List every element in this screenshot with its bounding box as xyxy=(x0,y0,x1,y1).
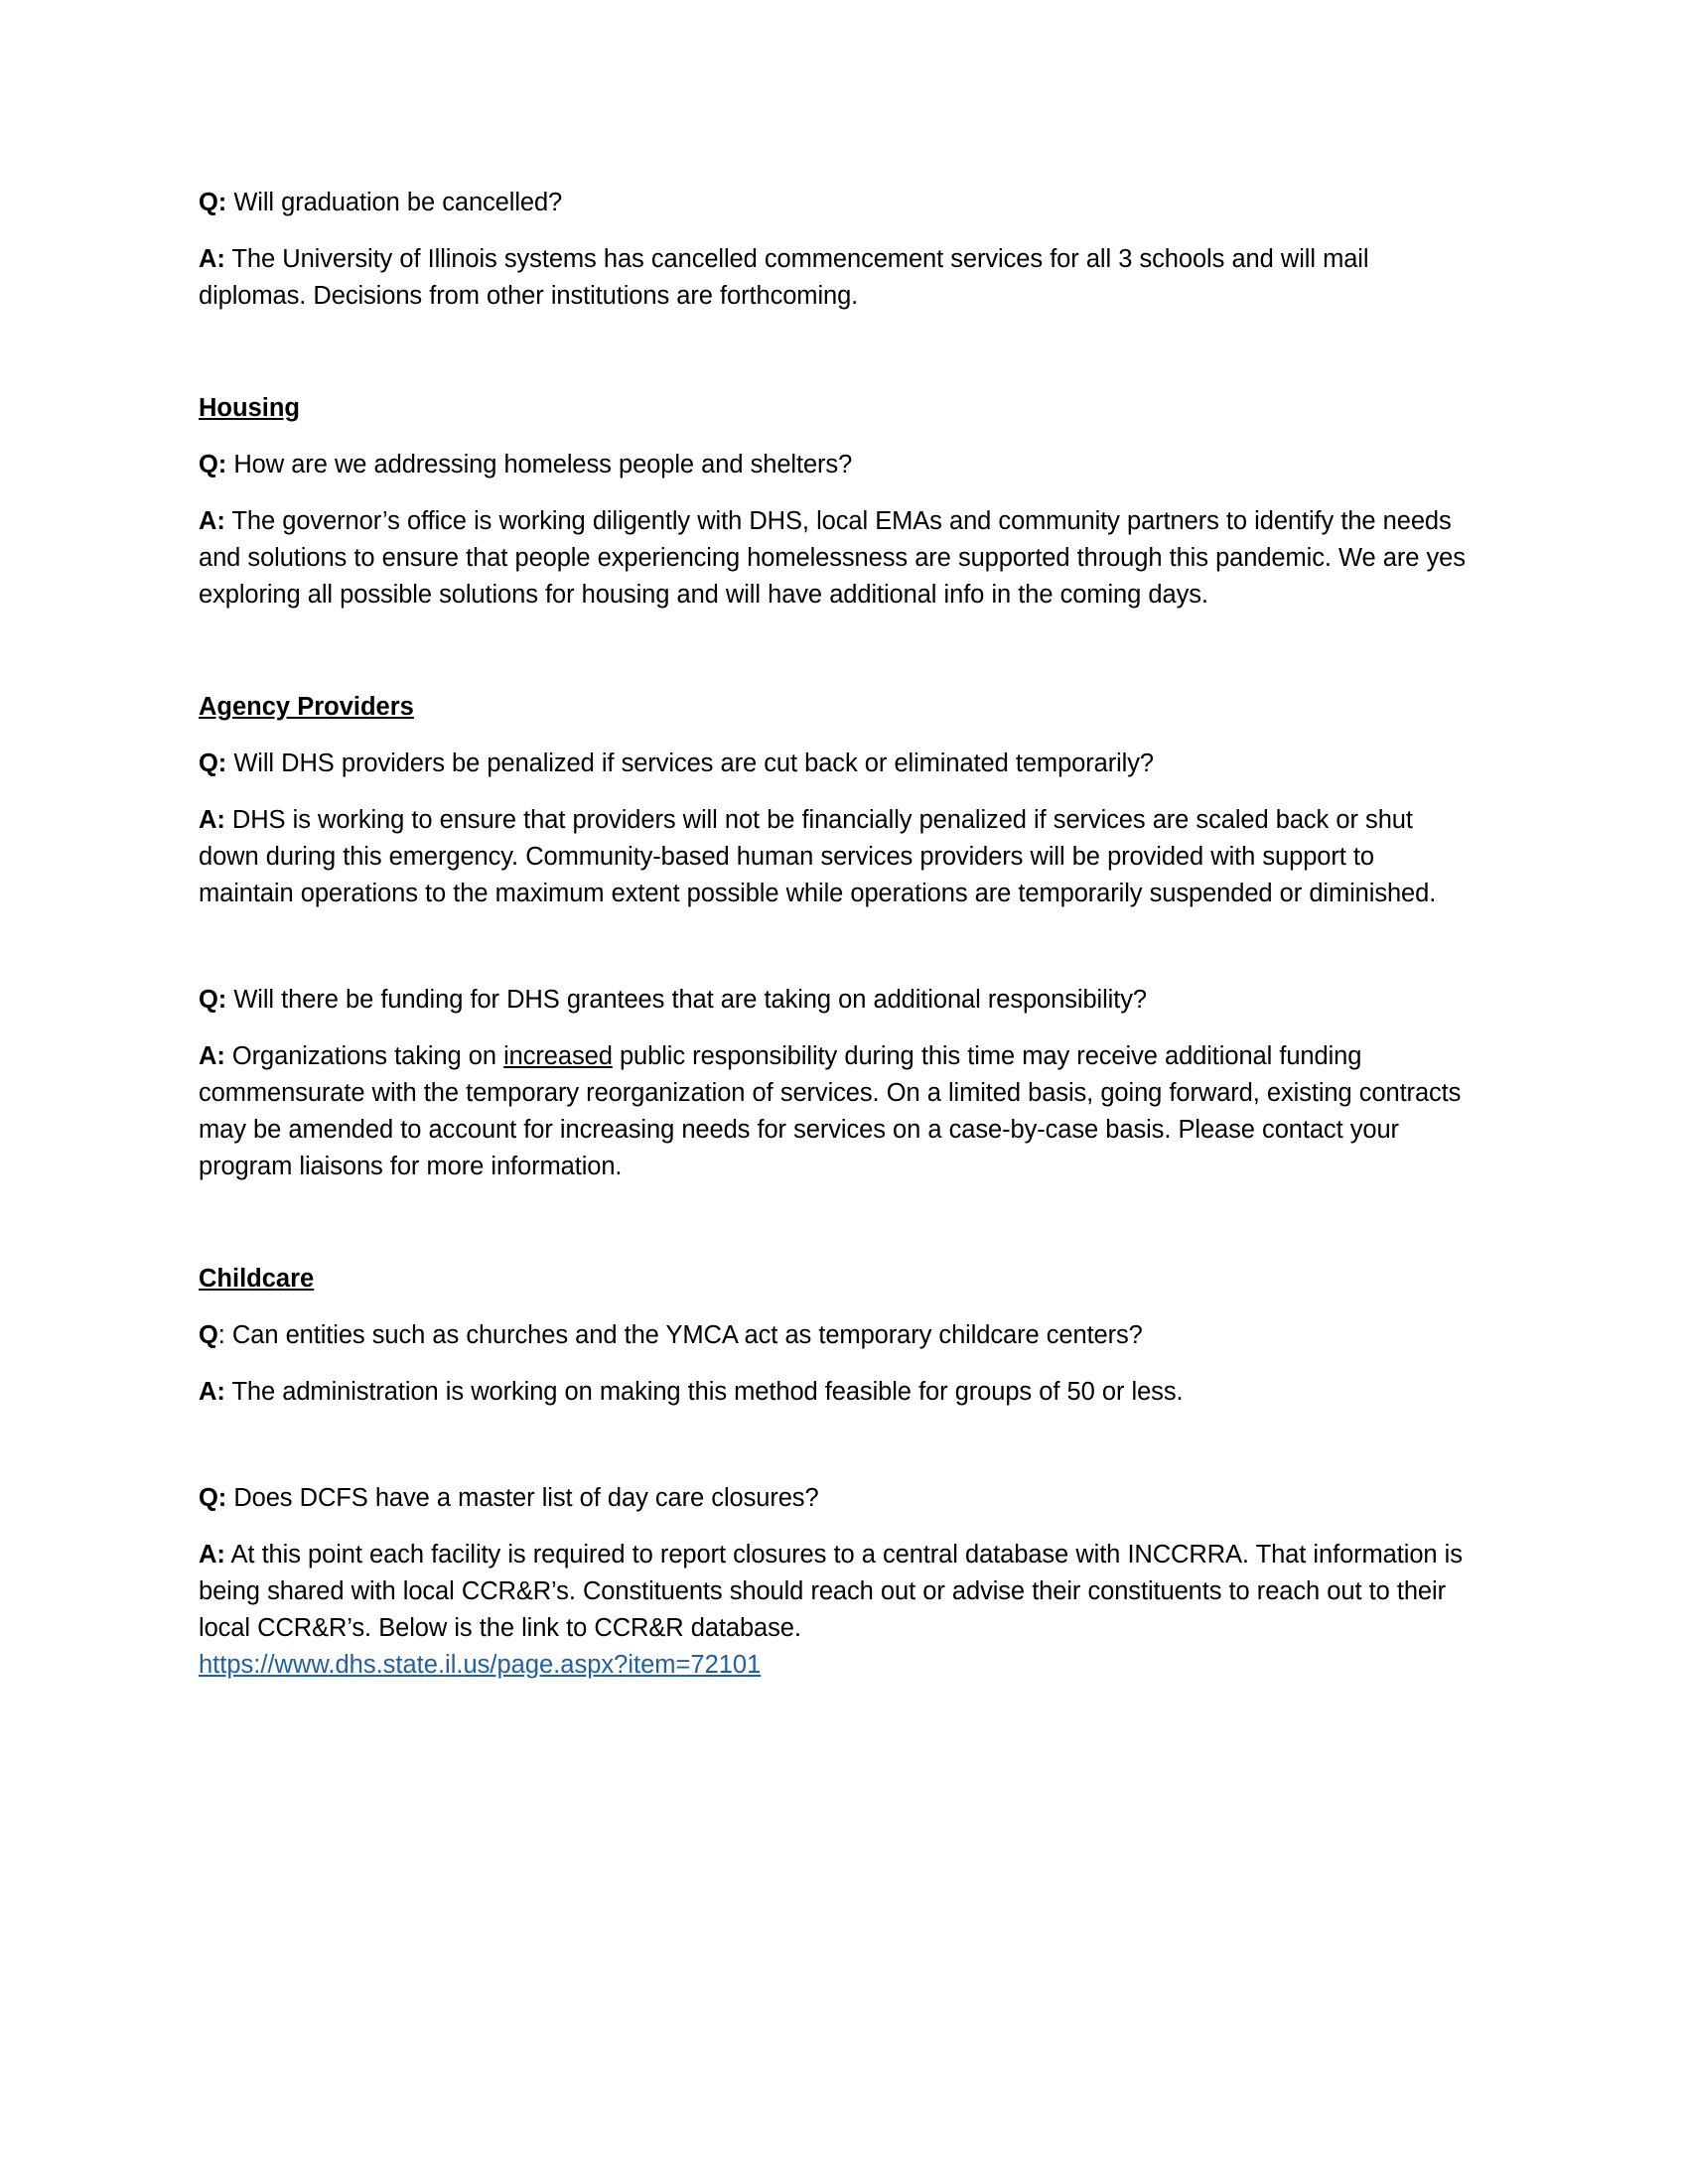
graduation-answer xyxy=(199,241,1475,315)
housing-answer xyxy=(199,503,1475,614)
answer-prefix: A: xyxy=(199,1042,225,1070)
agency-question-1 xyxy=(199,746,1475,782)
section-spacer xyxy=(199,335,1475,390)
emphasis-increased: increased xyxy=(503,1042,613,1070)
answer-text: At this point each facility is required to report closures to a central database with INCCRRA. That information is being shared with local CCR&R’s. Constituents should reach out or advise their constituents to reach out to their local CCR&R’s. Below is the link to CCR&R database. xyxy=(199,1541,1463,1642)
answer-prefix: A: xyxy=(199,1378,225,1406)
document-body xyxy=(199,185,1475,1684)
childcare-answer-1 xyxy=(199,1374,1475,1411)
answer-prefix: A: xyxy=(199,507,225,535)
question-text: Does DCFS have a master list of day care closures? xyxy=(226,1484,819,1512)
answer-prefix: A: xyxy=(199,245,225,273)
question-text: Will DHS providers be penalized if services are cut back or eliminated temporarily? xyxy=(226,750,1154,777)
answer-text-after: public responsibility during this time may receive additional funding commensurate with the temporary reorganization of services. On a limited basis, going forward, existing contracts may be amended to account for increasing needs for services on a case-by-case basis. Please contact your program liaisons for more information. xyxy=(199,1042,1462,1180)
agency-answer-2 xyxy=(199,1038,1475,1185)
childcare-answer-2 xyxy=(199,1537,1475,1647)
paragraph-spacer xyxy=(199,1431,1475,1480)
answer-text: The governor’s office is working diligently with DHS, local EMAs and community partners to identify the needs and solutions to ensure that people experiencing homelessness are supported through this pandemic. We are yes exploring all possible solutions for housing and will have additional info in the coming days. xyxy=(199,507,1466,609)
question-prefix: Q: xyxy=(199,986,227,1014)
housing-question xyxy=(199,447,1475,483)
question-prefix: Q: xyxy=(199,1484,227,1512)
question-prefix: Q xyxy=(199,1321,218,1349)
childcare-question-1 xyxy=(199,1317,1475,1354)
question-text: How are we addressing homeless people and shelters? xyxy=(226,451,853,478)
agency-answer-1 xyxy=(199,802,1475,912)
section-heading-agency-providers: Agency Providers xyxy=(199,693,414,721)
childcare-question-2 xyxy=(199,1480,1475,1517)
paragraph-spacer xyxy=(199,932,1475,982)
answer-text-before: Organizations taking on xyxy=(224,1042,504,1070)
section-spacer xyxy=(199,633,1475,689)
question-text: Will there be funding for DHS grantees that are taking on additional responsibility? xyxy=(226,986,1147,1014)
agency-question-2 xyxy=(199,982,1475,1019)
answer-text: The University of Illinois systems has cancelled commencement services for all 3 schools and will mail diplomas. Decisions from other institutions are forthcoming. xyxy=(199,245,1369,310)
question-prefix: Q: xyxy=(199,750,227,777)
graduation-question xyxy=(199,185,1475,221)
section-heading-childcare: Childcare xyxy=(199,1265,315,1293)
section-heading-housing: Housing xyxy=(199,394,300,422)
question-prefix: Q: xyxy=(199,189,227,216)
answer-prefix: A: xyxy=(199,806,225,834)
ccr-database-link[interactable]: https://www.dhs.state.il.us/page.aspx?item=72101 xyxy=(199,1651,762,1679)
question-text: : Can entities such as churches and the YMCA act as temporary childcare centers? xyxy=(217,1321,1143,1349)
answer-prefix: A: xyxy=(199,1541,225,1569)
question-text: Will graduation be cancelled? xyxy=(226,189,563,216)
answer-text: DHS is working to ensure that providers will not be financially penalized if services are scaled back or shut down during this emergency. Community-based human services providers will be provided with support to maintain operations to the maximum extent possible while operations are temporarily suspended or diminished. xyxy=(199,806,1437,907)
ccr-database-link-line xyxy=(199,1647,1475,1684)
section-spacer xyxy=(199,1205,1475,1261)
question-prefix: Q: xyxy=(199,451,227,478)
answer-text: The administration is working on making this method feasible for groups of 50 or less. xyxy=(224,1378,1184,1406)
